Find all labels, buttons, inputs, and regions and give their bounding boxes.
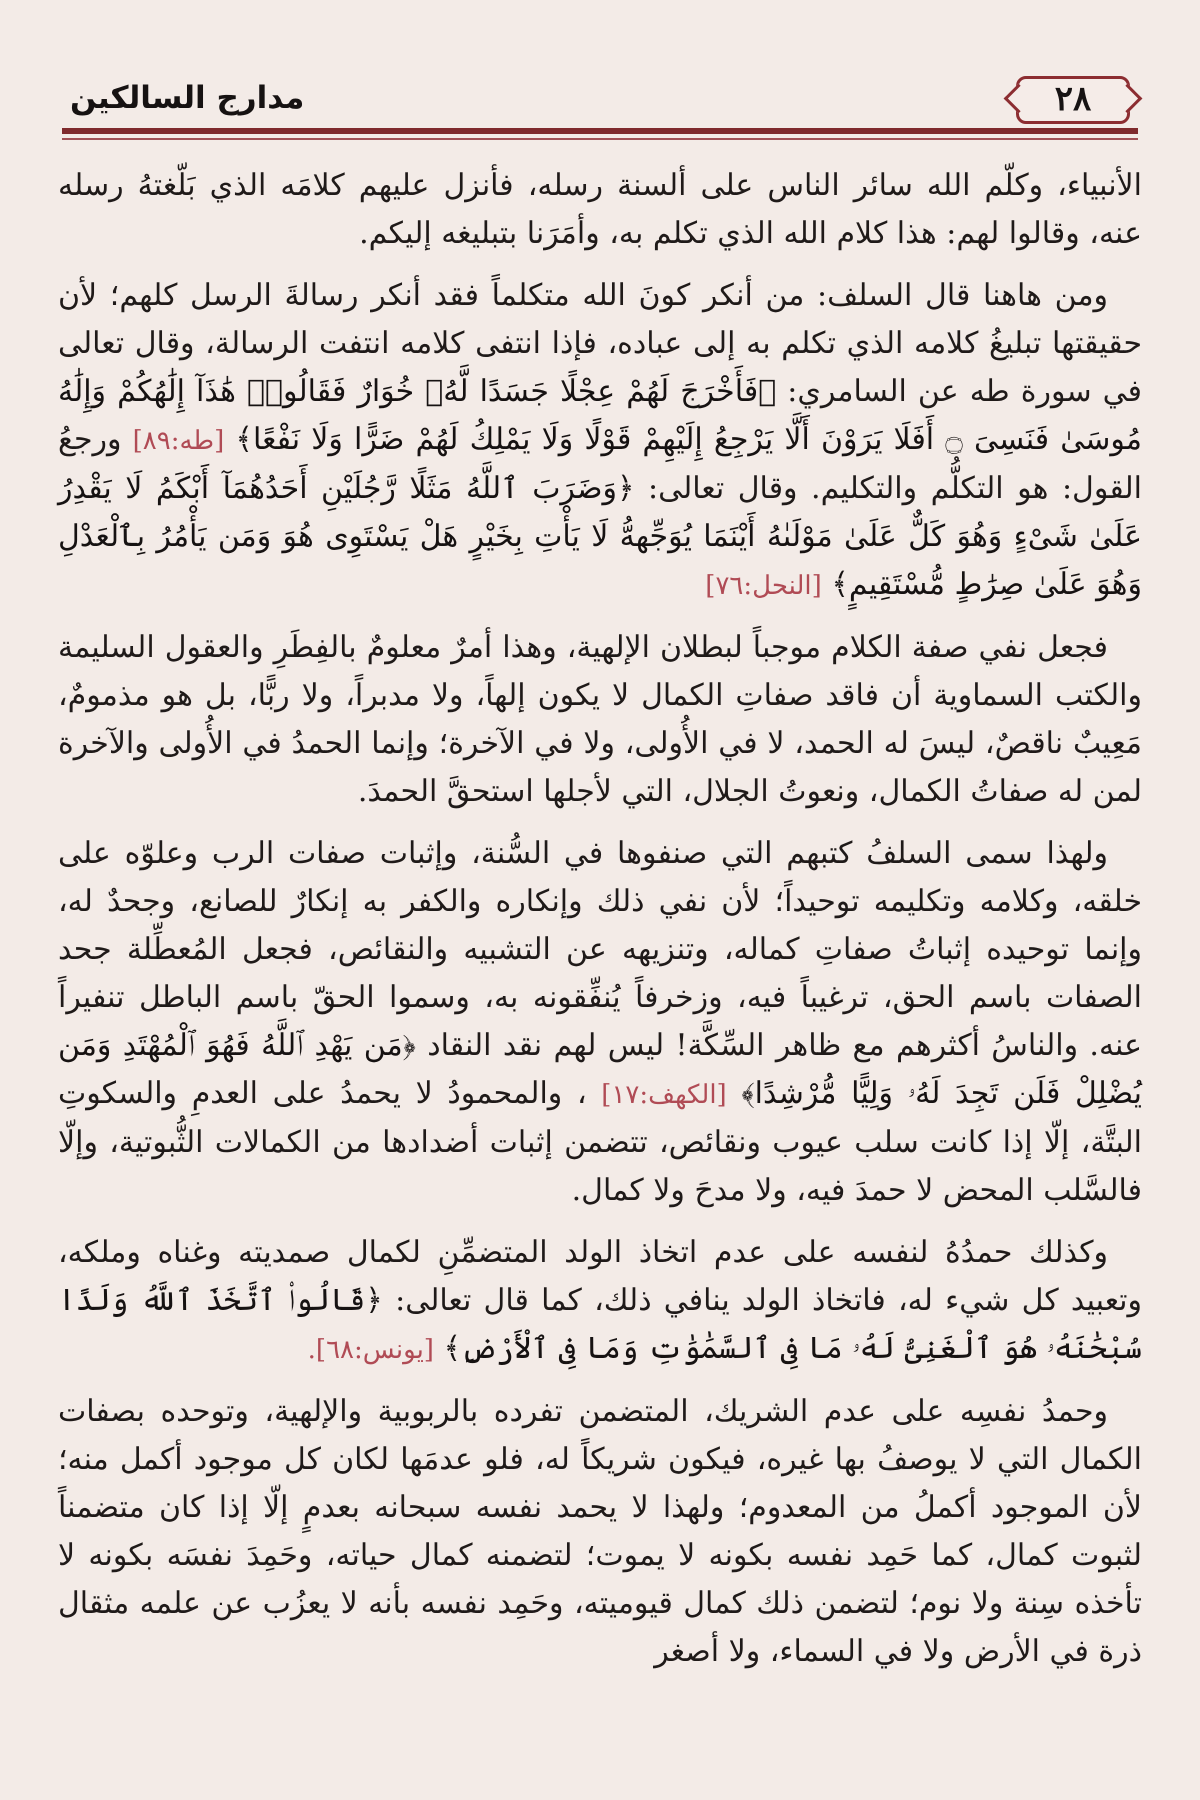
paragraph [58, 624, 1142, 816]
paragraph [58, 162, 1142, 258]
quran-verse: ﴿مَن يَهْدِ ٱللَّهُ فَهُوَ ٱلْمُهْتَدِ وَمَن يُضْلِلْ فَلَن تَجِدَ لَهُۥ وَلِيًّا مُّرْشِدًا﴾ [58, 1028, 1142, 1111]
header-rule [62, 128, 1138, 134]
paragraph-text: ولهذا سمى السلفُ كتبهم التي صنفوها في السُّنة، وإثبات صفات الرب وعلوّه على خلقه، وكلامه وتكليمه توحيداً؛ لأن نفي ذلك وإنكاره والكفر به إنكارٌ للصانع، وجحدٌ له، وإنما توحيده إثباتُ صفاتِ كماله، وتنزيهه عن التشبيه والنقائص، فجعل المُعطِّلة جحد الصفات باسم الحق، ترغيباً فيه، وزخرفاً يُنفِّقونه به، وسموا الحقّ باسم الباطل تنفيراً عنه. والناسُ أكثرهم مع ظاهر السِّكَّة! ليس لهم نقد النقاد [58, 836, 1142, 1063]
verse-reference: [طه:٨٩] [132, 426, 225, 456]
page-content [58, 162, 1142, 1690]
paragraph-text: فجعل نفي صفة الكلام موجباً لبطلان الإلهية، وهذا أمرٌ معلومٌ بالفِطَرِ والعقول السليمة والكتب السماوية أن فاقد صفاتِ الكمال لا يكون إلهاً، ولا مدبراً، ولا ربًّا، بل هو مذمومٌ، مَعِيبٌ ناقصٌ، ليسَ له الحمد، لا في الأُولى، ولا في الآخرة؛ وإنما الحمدُ في الأُولى والآخرة لمن له صفاتُ الكمال، ونعوتُ الجلال، التي لأجلها استحقَّ الحمدَ. [58, 630, 1142, 809]
paragraph-text: وكذلك حمدُهُ لنفسه على عدم اتخاذ الولد المتضمِّنِ لكمال صمديته وغناه وملكه، وتعبيد كل شيء له، فاتخاذ الولد ينافي ذلك، كما قال تعالى: [58, 1235, 1143, 1318]
quran-verse: ﴿وَضَرَبَ ٱللَّهُ مَثَلًا رَّجُلَيْنِ أَحَدُهُمَآ أَبْكَمُ لَا يَقْدِرُ عَلَىٰ شَىْءٍ وَهُوَ كَلٌّ عَلَىٰ مَوْلَىٰهُ أَيْنَمَا يُوَجِّههُّ لَا يَأْتِ بِخَيْرٍ هَلْ يَسْتَوِى هُوَ وَمَن يَأْمُرُ بِٱلْعَدْلِ وَهُوَ عَلَىٰ صِرَٰطٍ مُّسْتَقِيمٍ﴾ [58, 471, 1142, 602]
paragraph-text: وحمدُ نفسِه على عدم الشريك، المتضمن تفرده بالربوبية والإلهية، وتوحده بصفات الكمال التي لا يوصفُ بها غيره، فيكون شريكاً له، فلو عدمَها لكان كل موجود أكمل منه؛ لأن الموجود أكملُ من المعدوم؛ ولهذا لا يحمد نفسه سبحانه بعدمٍ إلّا إذا كان متضمناً لثبوت كمال، كما حَمِد نفسه بكونه لا يموت؛ لتضمنه كمال حياته، وحَمِدَ نفسَه بكونه لا تأخذه سِنة ولا نوم؛ لتضمن ذلك كمال قيوميته، وحَمِد نفسه بأنه لا يعزُب عن علمه مثقال ذرة في الأرض ولا في السماء، ولا أصغر [58, 1394, 1142, 1669]
verse-reference: [النحل:٧٦] [705, 571, 822, 601]
paragraph-text: ومن هاهنا قال السلف: من أنكر كونَ الله متكلماً فقد أنكر رسالةَ الرسل كلهم؛ لأن حقيقتها تبليغُ كلامه الذي تكلم به إلى عباده، فإذا انتفى كلامه انتفت الرسالة، وقال تعالى في سورة طه عن السامري: [58, 278, 1142, 409]
quran-verse: ﴿فَأَخْرَجَ لَهُمْ عِجْلًا جَسَدًا لَّهُۥ خُوَارٌ فَقَالُوا۟ هَٰذَآ إِلَٰهُكُمْ وَإِلَٰهُ مُوسَىٰ فَنَسِىَ ۝ أَفَلَا يَرَوْنَ أَلَّا يَرْجِعُ إِلَيْهِمْ قَوْلًا وَلَا يَمْلِكُ لَهُمْ ضَرًّا وَلَا نَفْعًا﴾ [58, 374, 1142, 457]
paragraph-text: ورجعُ القول: هو التكلُّم والتكليم. وقال تعالى: [58, 422, 1142, 506]
paragraph-text: ، والمحمودُ لا يحمدُ على العدمِ والسكوتِ البتَّة، إلّا إذا كانت سلب عيوب ونقائص، تتضمن إثبات أضدادها من الكمالات الثُّبوتية، وإلّا فالسَّلب المحض لا حمدَ فيه، ولا مدحَ ولا كمال. [58, 1076, 1142, 1208]
paragraph [58, 1388, 1142, 1676]
quran-verse: ﴿قَالُوا۟ ٱتَّخَذَ ٱللَّهُ وَلَدًا سُبْحَٰنَهُۥ هُوَ ٱلْغَنِىُّ لَهُۥ مَا فِى ٱلسَّمَٰوَٰتِ وَمَا فِى ٱلْأَرْضِ﴾ [58, 1283, 1142, 1366]
page-number: ٢٨ [1016, 76, 1130, 124]
paragraph-text: الأنبياء، وكلّم الله سائر الناس على ألسنة رسله، فأنزل عليهم كلامَه الذي بَلّغتهُ رسله عنه، وقالوا لهم: هذا كلام الله الذي تكلم به، وأمَرَنا بتبليغه إليكم. [58, 168, 1143, 251]
paragraph [58, 830, 1142, 1215]
book-title: مدارج السالكين [70, 80, 305, 116]
verse-reference: [يونس:٦٨]. [307, 1335, 434, 1365]
header-rule-thin [62, 138, 1138, 140]
verse-reference: [الكهف:١٧] [601, 1080, 727, 1110]
paragraph [58, 1229, 1142, 1374]
page-header [62, 72, 1138, 142]
paragraph [58, 272, 1142, 610]
